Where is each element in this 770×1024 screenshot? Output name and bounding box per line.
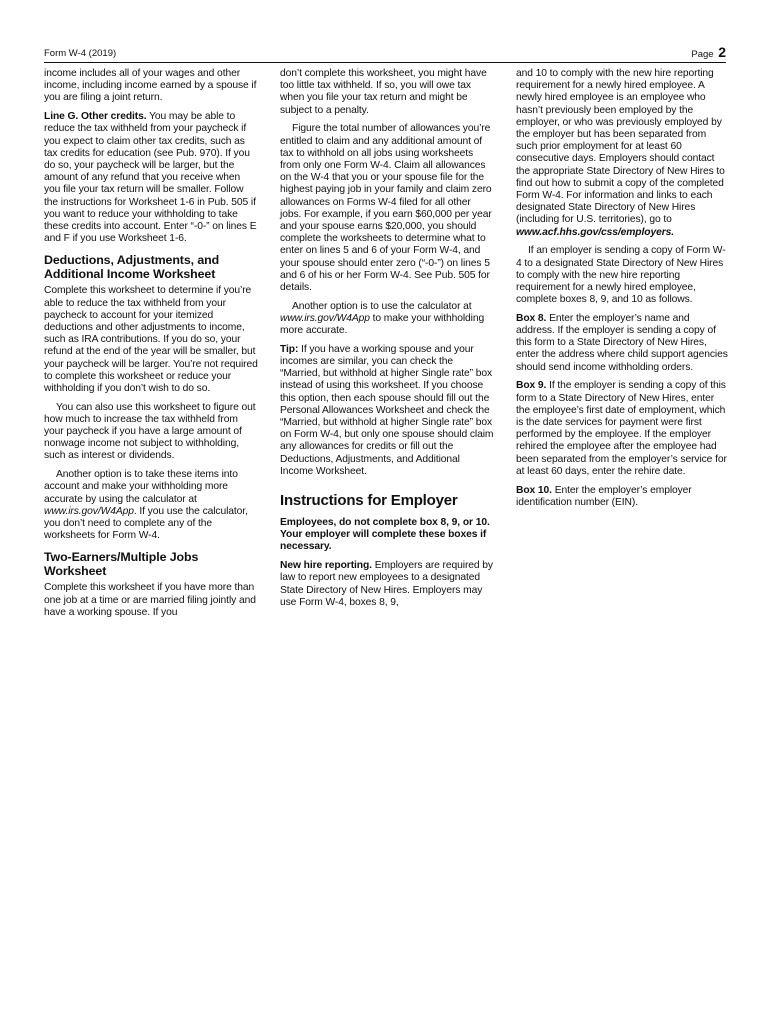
paragraph-too-little-tax: don’t complete this worksheet, you might have too little tax withheld. If so, you will owe tax when you file your tax return and might be subject to a penalty. — [280, 68, 487, 116]
new-hire-text: Employers are required by law to report new employees to a designated State Directory of New Hires. Employers may use Form W-4, boxes 8, 9, — [280, 560, 493, 608]
paragraph-two-earners-intro: Complete this worksheet if you have more than one job at a time or are married filing jointly and have a working spouse. If you — [44, 582, 256, 618]
acf-hhs-link[interactable]: www.acf.hhs.gov/css/employers. — [516, 226, 674, 238]
box-8-label: Box 8. — [516, 312, 547, 324]
heading-deductions-worksheet: Deductions, Adjustments, and Additional Income Worksheet — [44, 253, 220, 282]
column-2 — [280, 68, 494, 615]
another-option-post: to make your withholding more accurate. — [280, 312, 485, 337]
line-g-text: You may be able to reduce the tax withheld from your paycheck if you expect to claim other tax credits, such as tax credits for education (see Pub. 970). If you do so, your paycheck will be larger, but the amount of any refund that you receive when you file your tax return will be smaller. Follow the instructions for Worksheet 1-6 in Pub. 505 if you want to reduce your withholding to take these credits into account. Enter “-0-” on lines E and F if you use Worksheet 1-6. — [44, 111, 257, 245]
box-9-label: Box 9. — [516, 380, 547, 392]
paragraph-box-10 — [516, 485, 730, 509]
tip-text: If you have a working spouse and your incomes are similar, you can check the “Married, but withhold at higher Single rate” box instead of using this worksheet. If you choose this option, then each spouse should fill out the Personal Allowances Worksheet and check the “Married, but withhold at higher Single rate” box on Form W-4, but only one spouse should claim any allowances for credits or fill out the Deductions, Adjustments, and Additional Income Worksheet. — [280, 343, 494, 477]
page-number: 2 — [718, 44, 726, 60]
paragraph-box-8 — [516, 313, 730, 374]
box-9-text: If the employer is sending a copy of this form to a State Directory of New Hires, enter the employee’s first date of employment, which is the date services for payment were first performed by the employee. If the employer rehired the employee after the employee had been separated from the employer’s service for at least 60 days, enter the rehire date. — [516, 380, 727, 477]
paragraph-new-hire-reporting — [280, 560, 494, 609]
paragraph-calculator-option — [44, 469, 258, 542]
page-indicator — [691, 44, 726, 63]
box-10-text: Enter the employer’s employer identification number (EIN). — [516, 484, 692, 508]
paragraph-total-allowances: Figure the total number of allowances you’re entitled to claim and any additional amount of tax to withhold on all jobs using worksheets from only one Form W-4. Claim all allowances on the W-4 that you or your spouse file for the highest paying job in your family and claim zero allowances on Forms W-4 filed for all other jobs. For example, if you earn $60,000 per year and your spouse earns $20,000, you should complete the worksheets to determine what to enter on lines 5 and 6 of your Form W-4, and your spouse should enter zero (“-0-”) on lines 5 and 6 of his or her Form W-4. See Pub. 505 for details. — [280, 123, 492, 293]
paragraph-nonwage-income: You can also use this worksheet to figure out how much to increase the tax withheld from your paycheck if you have a large amount of nonwage income not subject to withholding, such as interest or dividends. — [44, 401, 256, 462]
heading-two-earners-worksheet: Two-Earners/Multiple Jobs Worksheet — [44, 550, 199, 579]
paragraph-sending-copy: If an employer is sending a copy of Form W-4 to a designated State Directory of New Hires to comply with the new hire reporting requirement for a newly hired employee, complete boxes 8, 9, and 10 as follows. — [516, 245, 726, 306]
calculator-text-pre: Another option is to take these items into account and make your withholding more accurate by using the calculator at — [44, 469, 238, 505]
box-8-text: Enter the employer’s name and address. If the employer is sending a copy of this form to a State Directory of New Hires, enter the address where child support agencies should send income withholding orders. — [516, 312, 728, 373]
paragraph-another-option — [280, 301, 494, 338]
page-label: Page — [691, 49, 714, 60]
paragraph-employees-note: Employees, do not complete box 8, 9, or 10. Your employer will complete these boxes if necessary. — [280, 517, 490, 553]
w4app-link-2[interactable]: www.irs.gov/W4App — [280, 312, 370, 324]
column-3 — [516, 68, 730, 515]
form-title: Form W-4 (2019) — [44, 48, 117, 59]
heading-instructions-for-employer: Instructions for Employer — [280, 492, 458, 509]
paragraph-new-hire-continued — [516, 68, 730, 239]
new-hire-continued-text: and 10 to comply with the new hire reporting requirement for a newly hired employee. A newly hired employee is an employee who hasn’t previously been employed by the employer, or who was previously employed by the employer but has been separated from such prior employment for at least 60 consecutive days. Employers should contact the appropriate State Directory of New Hires to find out how to submit a copy of the completed Form W-4. For information and links to each designated State Directory of New Hires (including for U.S. territories), go to — [516, 68, 725, 226]
paragraph-tip — [280, 344, 494, 478]
line-g-heading: Line G. Other credits. — [44, 111, 147, 123]
paragraph-deductions-intro: Complete this worksheet to determine if you’re able to reduce the tax withheld from your paycheck to account for your itemized deductions and other adjustments to income, such as IRA contributions. If you do so, your refund at the end of the year will be smaller, but your paycheck will be larger. You’re not required to complete this worksheet or reduce your withholding if you don’t wish to do so. — [44, 285, 258, 394]
column-1 — [44, 68, 258, 626]
header-rule — [44, 62, 726, 63]
new-hire-heading: New hire reporting. — [280, 560, 372, 572]
paragraph-box-9 — [516, 380, 730, 478]
paragraph-income-includes: income includes all of your wages and other income, including income earned by a spouse if you are filing a joint return. — [44, 68, 257, 104]
paragraph-line-g — [44, 111, 258, 245]
another-option-pre: Another option is to use the calculator at — [292, 300, 472, 312]
calculator-text-post: . If you use the calculator, you don’t need to complete any of the worksheets for Form W-4. — [44, 505, 248, 542]
w4app-link[interactable]: www.irs.gov/W4App — [44, 505, 134, 517]
tip-label: Tip: — [280, 343, 299, 355]
box-10-label: Box 10. — [516, 484, 552, 496]
